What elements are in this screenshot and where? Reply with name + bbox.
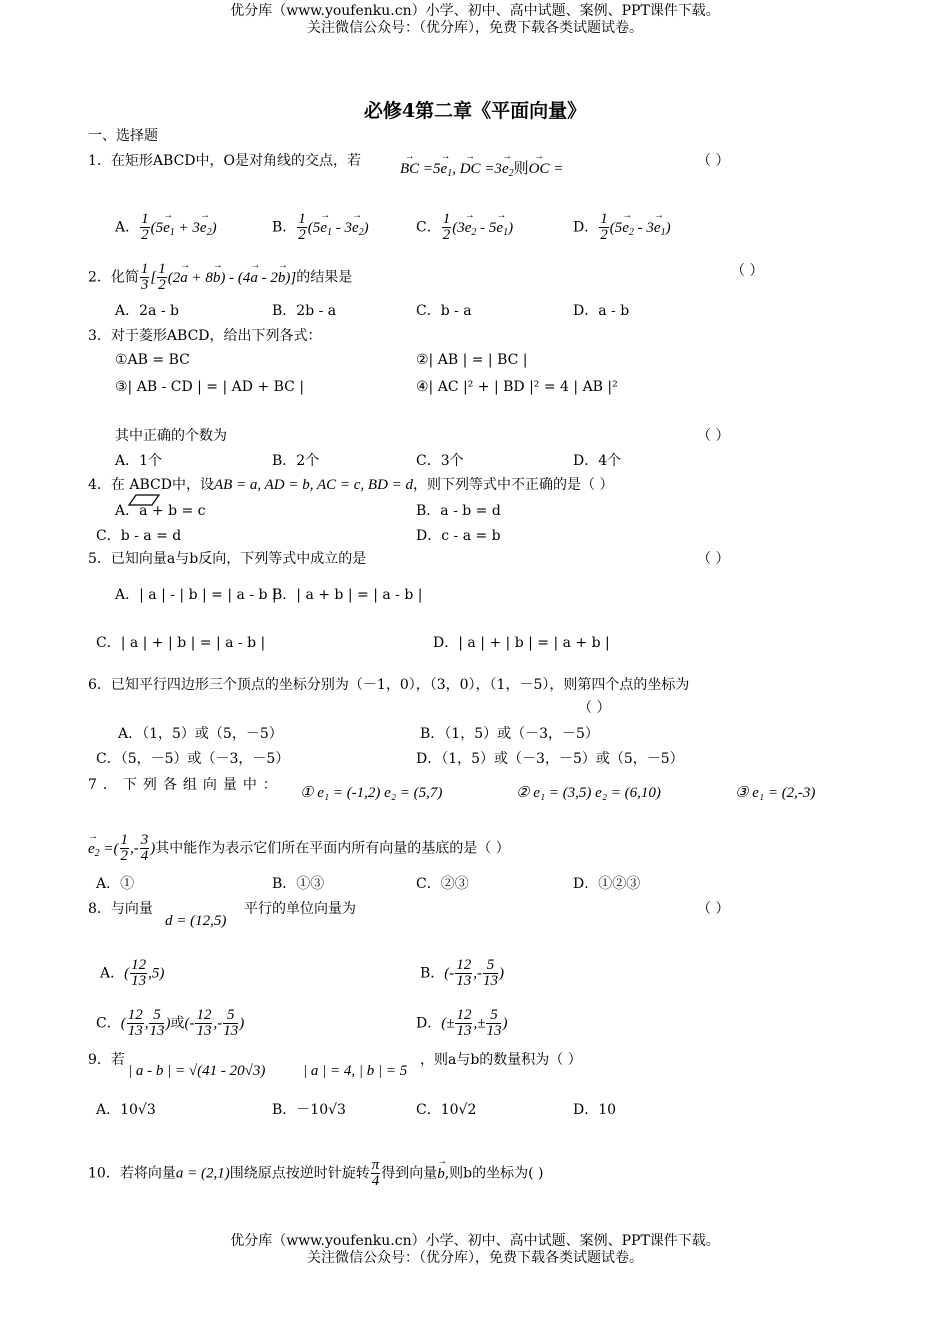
q3-option-c: C．3个: [416, 453, 464, 469]
q7-option-d: D．①②③: [573, 876, 641, 892]
q8-math: d = (12,5): [165, 913, 227, 929]
q10-mid2: 得到向量: [381, 1165, 438, 1182]
q6-option-c: C．（5，－5）或（－3，－5）: [96, 751, 290, 767]
q1-option-d: D． $\frac{1}{2}$ $(5\to e_2 - 3\to e_1)$: [573, 212, 671, 243]
q8-option-c-label: C．: [96, 1015, 121, 1032]
q3-text: 3．对于菱形ABCD，给出下列各式：: [88, 328, 322, 344]
q7-group-3: ③ e₁ = (2,-3): [735, 785, 816, 801]
q2-line: 2．化简 $\frac{1}{3}$ [ $\frac{1}{2}$ (2→ a + 8→ b) - (4→ a - 2→ b)]的结果是: [88, 262, 352, 293]
q9-math-2: | a | = 4, | b | = 5: [303, 1063, 408, 1079]
q2-option-d: D．a - b: [573, 303, 630, 319]
q4-option-c: C．b - a = d: [96, 528, 182, 544]
q4-option-a: A．a + b = c: [115, 503, 206, 519]
q8-option-a: A．( $\frac{12}{13}$ ,5): [100, 957, 165, 989]
q6-option-b: B．（1，5）或（－3，－5）: [420, 726, 599, 742]
q3-option-a: A．1个: [115, 453, 163, 469]
q4-math: AB = a, AD = b, AC = c, BD = d: [213, 477, 414, 493]
q1-option-b-label: B．: [272, 219, 297, 236]
q3-option-b: B．2个: [272, 453, 320, 469]
q8-option-a-label: A．: [100, 965, 125, 982]
q10-text: 10．若将向量: [88, 1165, 176, 1182]
q6-option-d: D．（1，5）或（－3，－5）或（5，－5）: [416, 751, 684, 767]
q6-option-a: A．（1，5）或（5，－5）: [118, 726, 283, 742]
q7-text: 7．下列各组向量中：: [88, 777, 283, 793]
q2-option-b: B．2b - a: [272, 303, 337, 319]
q5-option-b: B．| a + b | = | a - b |: [272, 587, 423, 603]
section-heading: 一、选择题: [88, 128, 158, 144]
q1-option-b: B． $\frac{1}{2}$ $(5\to e_1 - 3\to e_2)$: [272, 212, 369, 243]
page-title: 必修4第二章《平面向量》: [363, 100, 587, 122]
q7-group-1: ① e₁ = (-1,2) e₂ = (5,7): [300, 785, 443, 801]
q8-option-d-label: D．: [416, 1015, 442, 1032]
q7-group-2: ② e₁ = (3,5) e₂ = (6,10): [516, 785, 661, 801]
q3-option-d: D．4个: [573, 453, 622, 469]
q8-tail: 平行的单位向量为: [244, 901, 356, 917]
q2-option-a: A．2a - b: [115, 303, 179, 319]
q9-option-b: B．－10√3: [272, 1102, 346, 1118]
q1-option-c-label: C．: [416, 219, 441, 236]
q5-text: 5．已知向量a与b反向，下列等式中成立的是: [88, 551, 367, 567]
q1-math: → BC $=5\to e_1$, → DC $=3\to e_2$则→ OC =: [400, 160, 563, 183]
q3-item-4: ④| AC |² + | BD |² = 4 | AB |²: [416, 379, 618, 395]
header-line-2: 关注微信公众号：（优分库），免费下载各类试题试卷。: [307, 20, 643, 36]
footer-line-2: 关注微信公众号：（优分库），免费下载各类试题试卷。: [307, 1250, 643, 1266]
q6-answer-paren: （ ）: [578, 700, 611, 716]
q8-option-c: C．( $\frac{12}{13}$ , $\frac{5}{13}$ )或(- $\frac{12}{13}$ ,- $\frac{5}{13}$ ): [96, 1007, 245, 1039]
q4-option-b: B．a - b = d: [416, 503, 501, 519]
q1-option-d-label: D．: [573, 219, 599, 236]
q2-text: 2．化简: [88, 269, 139, 286]
q5-option-c: C．| a | + | b | = | a - b |: [96, 635, 266, 651]
q8-option-b: B．(- $\frac{12}{13}$ ,- $\frac{5}{13}$ ): [420, 957, 505, 989]
footer-line-1: 优分库（www.youfenku.cn）小学、初中、高中试题、案例、PPT课件下载。: [230, 1233, 720, 1249]
q5-answer-paren: （ ）: [697, 551, 730, 567]
header-line-1: 优分库（www.youfenku.cn）小学、初中、高中试题、案例、PPT课件下载。: [230, 3, 720, 19]
q3-count-text: 其中正确的个数为: [115, 428, 227, 444]
q10-line: 10．若将向量a = (2,1)围绕原点按逆时针旋转 $\frac{\pi}{4}$ 得到向量→ b,则b的坐标为( ): [88, 1158, 544, 1189]
q2-option-c: C．b - a: [416, 303, 472, 319]
q3-answer-paren: （ ）: [697, 428, 730, 444]
q7-option-b: B．①③: [272, 876, 325, 892]
q7-line-2-tail: 其中能作为表示它们所在平面内所有向量的基底的是（ ）: [155, 840, 510, 857]
q2-answer-paren: （ ）: [731, 263, 764, 279]
q5-option-d: D．| a | + | b | = | a + b |: [433, 635, 610, 651]
q1-option-a-label: A．: [115, 219, 140, 236]
q7-option-c: C．②③: [416, 876, 469, 892]
q1-option-a: A． $\frac{1}{2}$ $(5\to e_1 + 3\to e_2)$: [115, 212, 217, 243]
q1-answer-paren: （ ）: [697, 153, 730, 169]
q9-option-a: A．10√3: [96, 1102, 156, 1118]
q3-item-1: ①AB = BC: [115, 352, 190, 368]
q9-option-c: C．10√2: [416, 1102, 477, 1118]
q10-tail: ,则b的坐标为( ): [444, 1165, 544, 1182]
q7-line-2: → $e_2$ =( $\frac{1}{2}$ ,- $\frac{3}{4}$ )其中能作为表示它们所在平面内所有向量的基底的是（ ）: [88, 833, 510, 864]
q3-item-3: ③| AB - CD | = | AD + BC |: [115, 379, 305, 395]
q8-option-d: D．(± $\frac{12}{13}$ ,± $\frac{5}{13}$ ): [416, 1007, 508, 1039]
q7-option-a: A．①: [96, 876, 135, 892]
q8-option-b-label: B．: [420, 965, 445, 982]
q6-text: 6．已知平行四边形三个顶点的坐标分别为（－1，0），（3，0），（1，－5），则第四个点的坐标为: [88, 677, 690, 693]
q9-option-d: D．10: [573, 1102, 617, 1118]
q1-option-c: C． $\frac{1}{2}$ $(3\to e_2 - 5\to e_1)$: [416, 212, 513, 243]
q2-tail: 的结果是: [296, 269, 353, 286]
q4-line: [88, 476, 614, 494]
q8-answer-paren: （ ）: [697, 901, 730, 917]
q4-text: 4．在 ABCD中，设: [88, 477, 214, 493]
q9-text: 9．若: [88, 1052, 125, 1068]
q3-item-2: ②| AB | = | BC |: [416, 352, 528, 368]
q10-math: a = (2,1): [175, 1165, 230, 1182]
q9-math-1: | a - b | = √(41 - 20√3): [128, 1063, 266, 1079]
q5-option-a: A．| a | - | b | = | a - b |: [115, 587, 277, 603]
q4-option-d: D．c - a = b: [416, 528, 501, 544]
q4-tail: ，则下列等式中不正确的是（ ）: [413, 477, 614, 493]
q9-tail: ，则a与b的数量积为（ ）: [420, 1052, 582, 1068]
q10-mid: 围绕原点按逆时针旋转: [229, 1165, 370, 1182]
q1-text: 1．在矩形ABCD中，O是对角线的交点，若: [88, 153, 361, 169]
q8-text: 8．与向量: [88, 901, 153, 917]
